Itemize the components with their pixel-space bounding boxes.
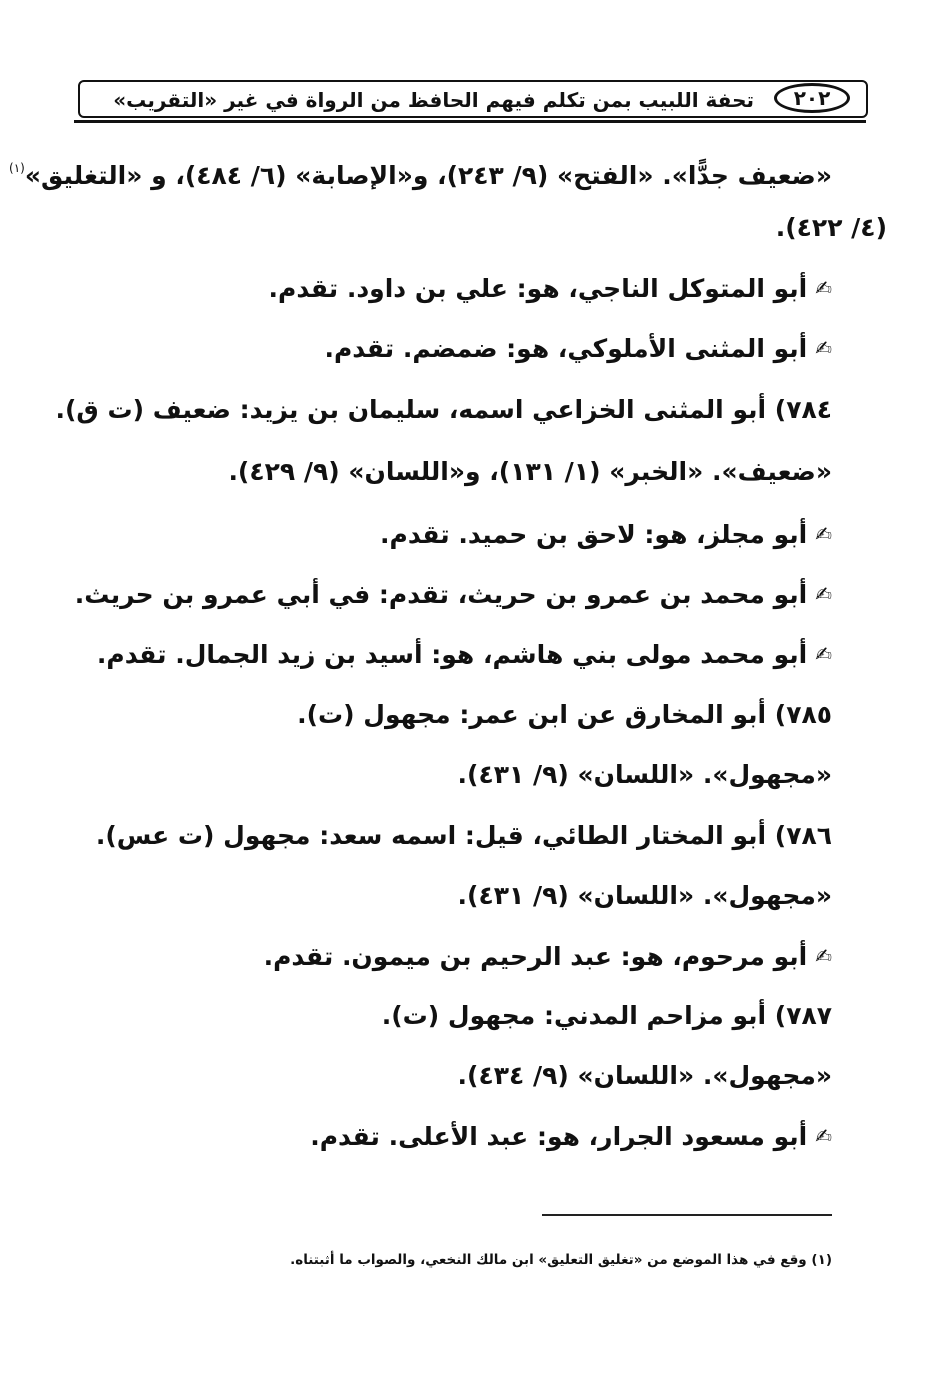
quill-icon: ✍: [815, 1124, 832, 1148]
text-line: [96, 818, 832, 854]
text-line: [228, 454, 832, 490]
text-line: [324, 330, 832, 367]
line-text: أبو محمد مولى بني هاشم، هو: أسيد بن زيد الجمال. تقدم.: [96, 640, 808, 669]
line-text: ٧٨٦) أبو المختار الطائي، قيل: اسمه سعد: مجهول (ت عس).: [95, 821, 832, 850]
header-title: تحفة اللبيب بمن تكلم فيهم الحافظ من الرواة في غير «التقريب»: [113, 88, 754, 112]
line-text: «ضعيف». «الخبر» (١/ ١٣١)، و«اللسان» (٩/ ٤٢٩).: [228, 457, 832, 486]
text-line: [380, 516, 832, 553]
line-text: أبو مجلز، هو: لاحق بن حميد. تقدم.: [380, 520, 808, 549]
line-text: «مجهول». «اللسان» (٩/ ٤٣١).: [457, 760, 832, 789]
line-text: (٤/ ٤٢٢).: [775, 213, 887, 242]
text-line: [310, 1118, 832, 1155]
text-line: [97, 636, 832, 673]
line-text: أبو المتوكل الناجي، هو: علي بن داود. تقدم.: [268, 274, 808, 303]
text-line: [382, 998, 832, 1034]
quill-icon: ✍: [815, 336, 832, 360]
quill-icon: ✍: [815, 582, 832, 606]
line-text: ٧٨٤) أبو المثنى الخزاعي اسمه، سليمان بن يزيد: ضعيف (ت ق).: [55, 395, 832, 424]
quill-icon: ✍: [815, 944, 832, 968]
text-line: [458, 878, 832, 914]
text-line: [269, 270, 833, 307]
line-text: أبو مسعود الجرار، هو: عبد الأعلى. تقدم.: [310, 1122, 808, 1151]
quill-icon: ✍: [815, 522, 832, 546]
text-line: [75, 576, 832, 613]
line-text: أبو مرحوم، هو: عبد الرحيم بن ميمون. تقدم.: [263, 942, 808, 971]
line-text: أبو محمد بن عمرو بن حريث، تقدم: في أبي عمرو بن حريث.: [74, 580, 808, 609]
running-header: [78, 80, 868, 118]
line-text: ٧٨٥) أبو المخارق عن ابن عمر: مجهول (ت).: [297, 700, 832, 729]
footnote-text: وقع في هذا الموضع من «تغليق التعليق» ابن مالك النخعي، والصواب ما أثبتناه.: [290, 1252, 807, 1268]
line-text: «مجهول». «اللسان» (٩/ ٤٣١).: [457, 881, 832, 910]
text-line: [776, 210, 887, 246]
footnote-separator: [542, 1214, 832, 1216]
text-line: [9, 150, 832, 194]
text-line: [458, 757, 832, 793]
line-text: أبو المثنى الأملوكي، هو: ضمضم. تقدم.: [324, 334, 808, 363]
text-line: [55, 392, 832, 428]
quill-icon: ✍: [815, 642, 832, 666]
text-line: [297, 697, 832, 733]
line-text: ٧٨٧) أبو مزاحم المدني: مجهول (ت).: [381, 1001, 832, 1030]
line-text: «ضعيف جدًّا». «الفتح» (٩/ ٢٤٣)، و«الإصابة» (٦/ ٤٨٤)، و «التغليق»: [24, 161, 832, 190]
page-number: ٢٠٢: [774, 83, 850, 113]
line-text: «مجهول». «اللسان» (٩/ ٤٣٤).: [457, 1061, 832, 1090]
footnote-marker: (١): [811, 1252, 832, 1268]
footnote: [290, 1248, 832, 1272]
footnote-reference: (١): [9, 161, 25, 175]
quill-icon: ✍: [815, 276, 832, 300]
text-line: [264, 938, 832, 975]
text-line: [458, 1058, 832, 1094]
